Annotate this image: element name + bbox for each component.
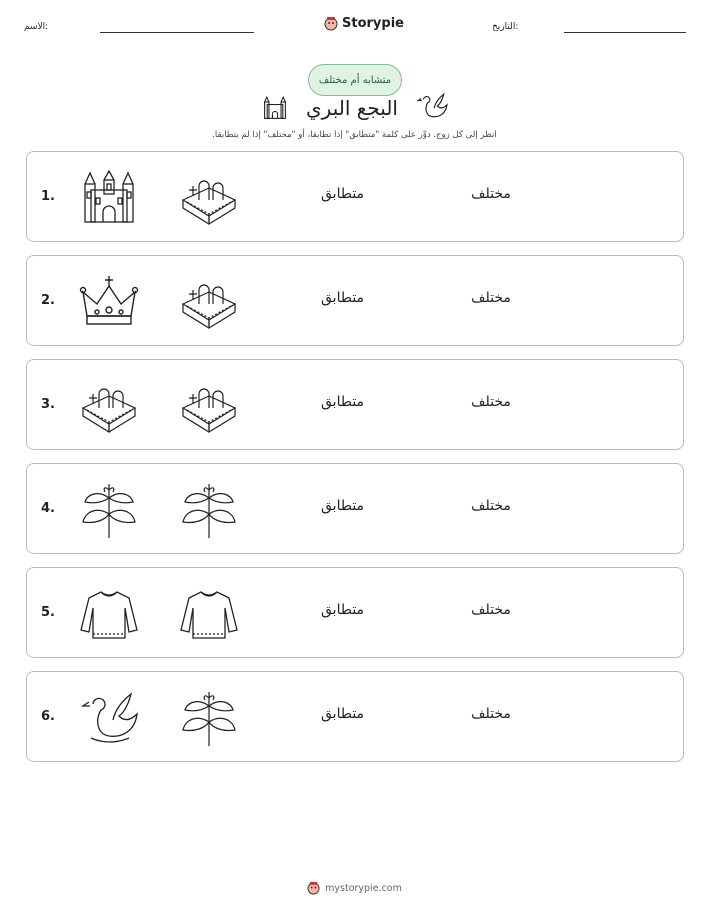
question-number: 6. (41, 709, 55, 724)
worksheet-type-badge: متشابه أم مختلف (308, 64, 402, 96)
page-title: البجع البري (306, 96, 398, 120)
nettle-plant-icon (179, 690, 239, 746)
graveyard-icon (79, 378, 139, 434)
castle-icon (79, 170, 139, 226)
crown-icon (79, 274, 139, 330)
different-option[interactable]: مختلف (471, 290, 511, 306)
different-option[interactable]: مختلف (471, 186, 511, 202)
storypie-mascot-icon (324, 16, 338, 31)
date-line[interactable] (564, 32, 686, 33)
castle-icon (262, 94, 288, 126)
date-label: التاريخ: (492, 22, 519, 32)
name-label: الاسم: (24, 22, 49, 32)
question-row (26, 255, 684, 346)
same-option[interactable]: متطابق (321, 394, 365, 410)
nettle-plant-icon (79, 482, 139, 538)
brand-name: Storypie (342, 16, 404, 31)
different-option[interactable]: مختلف (471, 706, 511, 722)
same-option[interactable]: متطابق (321, 498, 365, 514)
same-option[interactable]: متطابق (321, 706, 365, 722)
same-option[interactable]: متطابق (321, 186, 365, 202)
question-row (26, 463, 684, 554)
different-option[interactable]: مختلف (471, 602, 511, 618)
question-number: 3. (41, 397, 55, 412)
graveyard-icon (179, 274, 239, 330)
question-row (26, 151, 684, 242)
question-number: 4. (41, 501, 55, 516)
brand-logo (324, 16, 404, 31)
different-option[interactable]: مختلف (471, 394, 511, 410)
graveyard-icon (179, 170, 239, 226)
question-row (26, 671, 684, 762)
question-number: 2. (41, 293, 55, 308)
title-row (0, 92, 709, 130)
different-option[interactable]: مختلف (471, 498, 511, 514)
question-number: 1. (41, 189, 55, 204)
graveyard-icon (179, 378, 239, 434)
swan-icon (79, 690, 139, 746)
name-line[interactable] (100, 32, 254, 33)
same-option[interactable]: متطابق (321, 290, 365, 306)
sweater-icon (79, 586, 139, 642)
storypie-mascot-icon (307, 881, 320, 895)
question-row (26, 359, 684, 450)
question-row (26, 567, 684, 658)
swan-icon (416, 92, 448, 126)
footer-url[interactable]: mystorypie.com (325, 882, 402, 894)
question-number: 5. (41, 605, 55, 620)
sweater-icon (179, 586, 239, 642)
nettle-plant-icon (179, 482, 239, 538)
worksheet-header (0, 16, 709, 40)
same-option[interactable]: متطابق (321, 602, 365, 618)
footer (0, 881, 709, 895)
instructions: انظر إلى كل زوج. دوِّر على كلمة "متطابق" إذا تطابقا، أو "مختلف" إذا لم يتطابقا. (212, 130, 497, 140)
